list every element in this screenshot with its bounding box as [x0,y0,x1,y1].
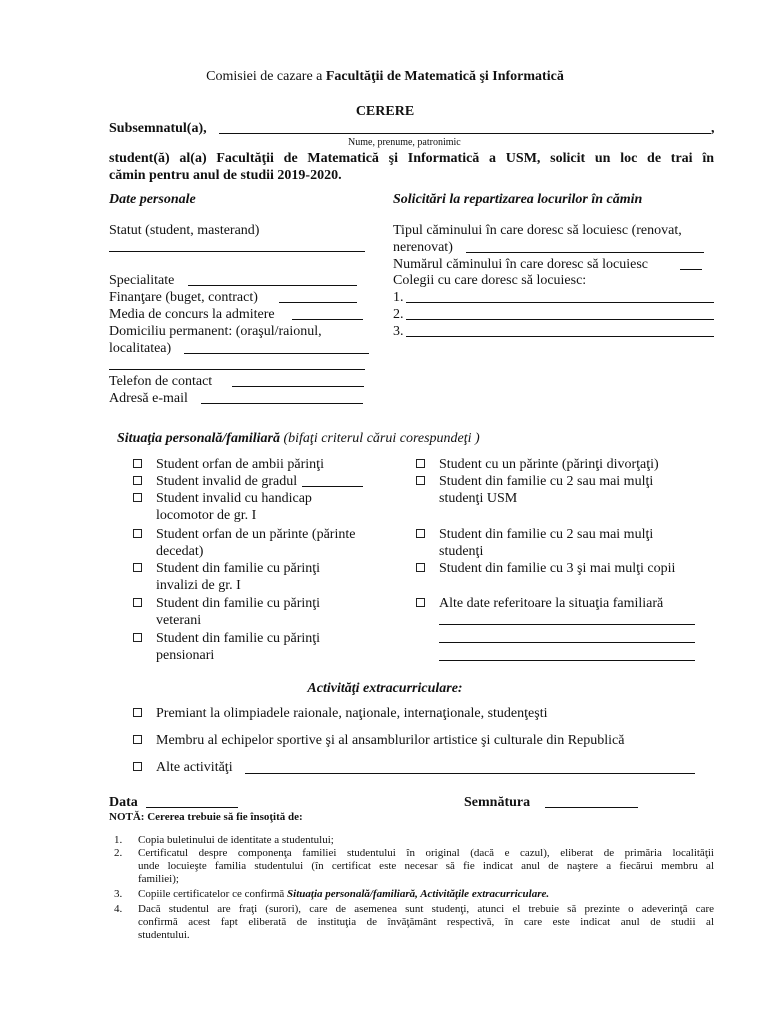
locality-field-line[interactable] [184,353,369,354]
other-family-field-line-3[interactable] [439,660,695,661]
document-title: CERERE [355,104,415,119]
option-label: Student din familie cu părinţi [156,596,321,611]
option-label: veterani [156,613,202,628]
other-activities-field-line[interactable] [245,773,695,774]
dorm-number-field-line[interactable] [680,269,702,270]
admission-field-line[interactable] [292,319,363,320]
domicile-label: Domiciliu permanent: (oraşul/raionul, [109,324,322,339]
locality-label: localitatea) [109,341,172,356]
admission-label: Media de concurs la admitere [109,307,275,322]
family-option-divorced-parents[interactable] [416,457,659,473]
checkbox[interactable] [416,459,425,468]
request-text-line-2: cămin pentru anul de studii 2019-2020. [109,168,342,183]
other-family-field-line-1[interactable] [439,624,695,625]
status-field-line[interactable] [109,251,365,252]
date-label: Data [109,795,138,810]
dorm-type-label-2: nerenovat) [393,240,453,255]
name-field-line[interactable] [219,133,711,134]
family-option-orphan-both[interactable] [133,457,324,473]
option-label: Membru al echipelor sportive şi al ansamblurilor artistice şi culturale din Republică [156,733,625,748]
family-option-parents-pensioners[interactable] [133,631,321,663]
note-text: Copia buletinului de identitate a studentului; [138,834,334,846]
note-text: confirmă acest fapt eliberată de instituţia de învăţământ respectivă, în care este indicat anul de studii al [138,916,714,928]
request-text-line-1: student(ă) al(a) Facultăţii de Matematică şi Informatică a USM, solicit un loc de trai în [109,151,714,166]
checkbox[interactable] [416,563,425,572]
phone-label: Telefon de contact [109,374,213,389]
option-label: Student din familie cu 2 sau mai mulţi [439,527,654,542]
checkbox[interactable] [416,476,425,485]
note-text [138,888,549,901]
family-option-parents-invalid[interactable] [133,561,321,593]
undersigned-label: Subsemnatul(a), [109,121,207,136]
family-heading [117,431,480,447]
colleagues-label: Colegii cu care doresc să locuiesc: [393,273,587,288]
family-option-invalid-degree[interactable] [133,474,298,490]
other-family-field-line-2[interactable] [439,642,695,643]
option-label: Student invalid cu handicap [156,491,312,506]
note-text: familiei); [138,873,179,885]
option-label: decedat) [156,544,204,559]
family-heading-title: Situaţia personală/familiară [117,431,280,446]
financing-label: Finanţare (buget, contract) [109,290,258,305]
checkbox[interactable] [133,598,142,607]
addressee [0,69,770,85]
note-number: 3. [114,888,123,900]
note-number: 4. [114,903,123,915]
checkbox[interactable] [416,529,425,538]
note-text-prefix: Copiile certificatelor ce confirmă [138,888,288,900]
signature-field-line[interactable] [545,807,638,808]
colleague-field-line-1[interactable] [406,302,714,303]
family-option-students-usm[interactable] [416,474,654,506]
option-label: Student din familie cu 3 şi mai mulţi copii [439,561,676,576]
email-field-line[interactable] [201,403,363,404]
specialty-label: Specialitate [109,273,175,288]
activities-heading: Activităţi extracurriculare: [307,681,463,696]
note-number: 2. [114,847,123,859]
checkbox[interactable] [416,598,425,607]
colleague-field-line-3[interactable] [406,336,714,337]
activity-option-olympiad[interactable] [133,706,548,722]
addressee-faculty: Facultăţii de Matematică şi Informatică [325,69,564,84]
family-option-invalid-handicap[interactable] [133,491,312,523]
note-number: 1. [114,834,123,846]
checkbox[interactable] [133,459,142,468]
checkbox[interactable] [133,735,142,744]
checkbox[interactable] [133,708,142,717]
dorm-type-field-line[interactable] [466,252,704,253]
activity-option-other[interactable] [133,760,233,776]
family-option-parents-veterans[interactable] [133,596,321,628]
email-label: Adresă e-mail [109,391,188,406]
checkbox[interactable] [133,633,142,642]
family-option-orphan-one[interactable] [133,527,356,559]
status-label: Statut (student, masterand) [109,223,260,238]
date-field-line[interactable] [146,807,238,808]
family-option-students[interactable] [416,527,654,559]
addressee-prefix: Comisiei de cazare a [206,69,326,84]
checkbox[interactable] [133,493,142,502]
colleague-field-line-2[interactable] [406,319,714,320]
requests-heading: Solicitări la repartizarea locurilor în cămin [393,192,643,207]
dorm-type-label-1: Tipul căminului în care doresc să locuiesc (renovat, [393,223,682,238]
option-label: pensionari [156,648,215,663]
option-label: studenţi USM [439,491,518,506]
signature-label: Semnătura [464,795,531,810]
note-heading: NOTĂ: Cererea trebuie să fie însoţită de: [109,811,303,823]
colleague-number-3: 3. [393,324,404,339]
checkbox[interactable] [133,476,142,485]
option-label: Student orfan de un părinte (părinte [156,527,356,542]
checkbox[interactable] [133,529,142,538]
family-heading-hint: (bifaţi criterul cărui corespundeţi ) [279,431,480,446]
option-label: studenţi [439,544,484,559]
family-option-other[interactable] [416,596,664,612]
family-option-three-children[interactable] [416,561,676,577]
note-text: Dacă studentul are fraţi (surori), care de asemenea sunt studenţi, atunci el trebuie să prezinte o adeverinţă care [138,903,714,915]
option-label: Alte activităţi [156,760,233,775]
domicile-extra-line[interactable] [109,369,365,370]
note-text: studentului. [138,929,190,941]
option-label: Student din familie cu părinţi [156,561,321,576]
dorm-number-label: Numărul căminului în care doresc să locuiesc [393,257,649,272]
colleague-number-1: 1. [393,290,404,305]
option-label: Student din familie cu 2 sau mai mulţi [439,474,654,489]
checkbox[interactable] [133,762,142,771]
name-comma: , [711,121,715,136]
activity-option-teams[interactable] [133,733,625,749]
option-label: Student orfan de ambii părinţi [156,457,324,472]
option-label: Student invalid de gradul [156,474,298,489]
option-label: Student cu un părinte (părinţi divorţaţi) [439,457,659,472]
name-hint: Nume, prenume, patronimic [348,137,461,148]
checkbox[interactable] [133,563,142,572]
colleague-number-2: 2. [393,307,404,322]
option-label: Alte date referitoare la situaţia familiară [439,596,664,611]
phone-field-line[interactable] [232,386,364,387]
specialty-field-line[interactable] [188,285,357,286]
invalid-degree-field-line[interactable] [302,486,363,487]
option-label: Student din familie cu părinţi [156,631,321,646]
financing-field-line[interactable] [279,302,357,303]
option-label: locomotor de gr. I [156,508,257,523]
note-text-emphasis: Situaţia personală/familiară, Activităţile extracurriculare. [287,888,550,900]
option-label: invalizi de gr. I [156,578,241,593]
note-text: unde locuieşte familia studentului (în certificat este necesar să fie indicat anul de naştere a fiecărui membru al [138,860,714,872]
note-text: Certificatul despre componenţa familiei studentului în original (dacă e cazul), eliberat de primăria localităţii [138,847,714,859]
option-label: Premiant la olimpiadele raionale, naţionale, internaţionale, studenţeşti [156,706,548,721]
personal-data-heading: Date personale [109,192,196,207]
